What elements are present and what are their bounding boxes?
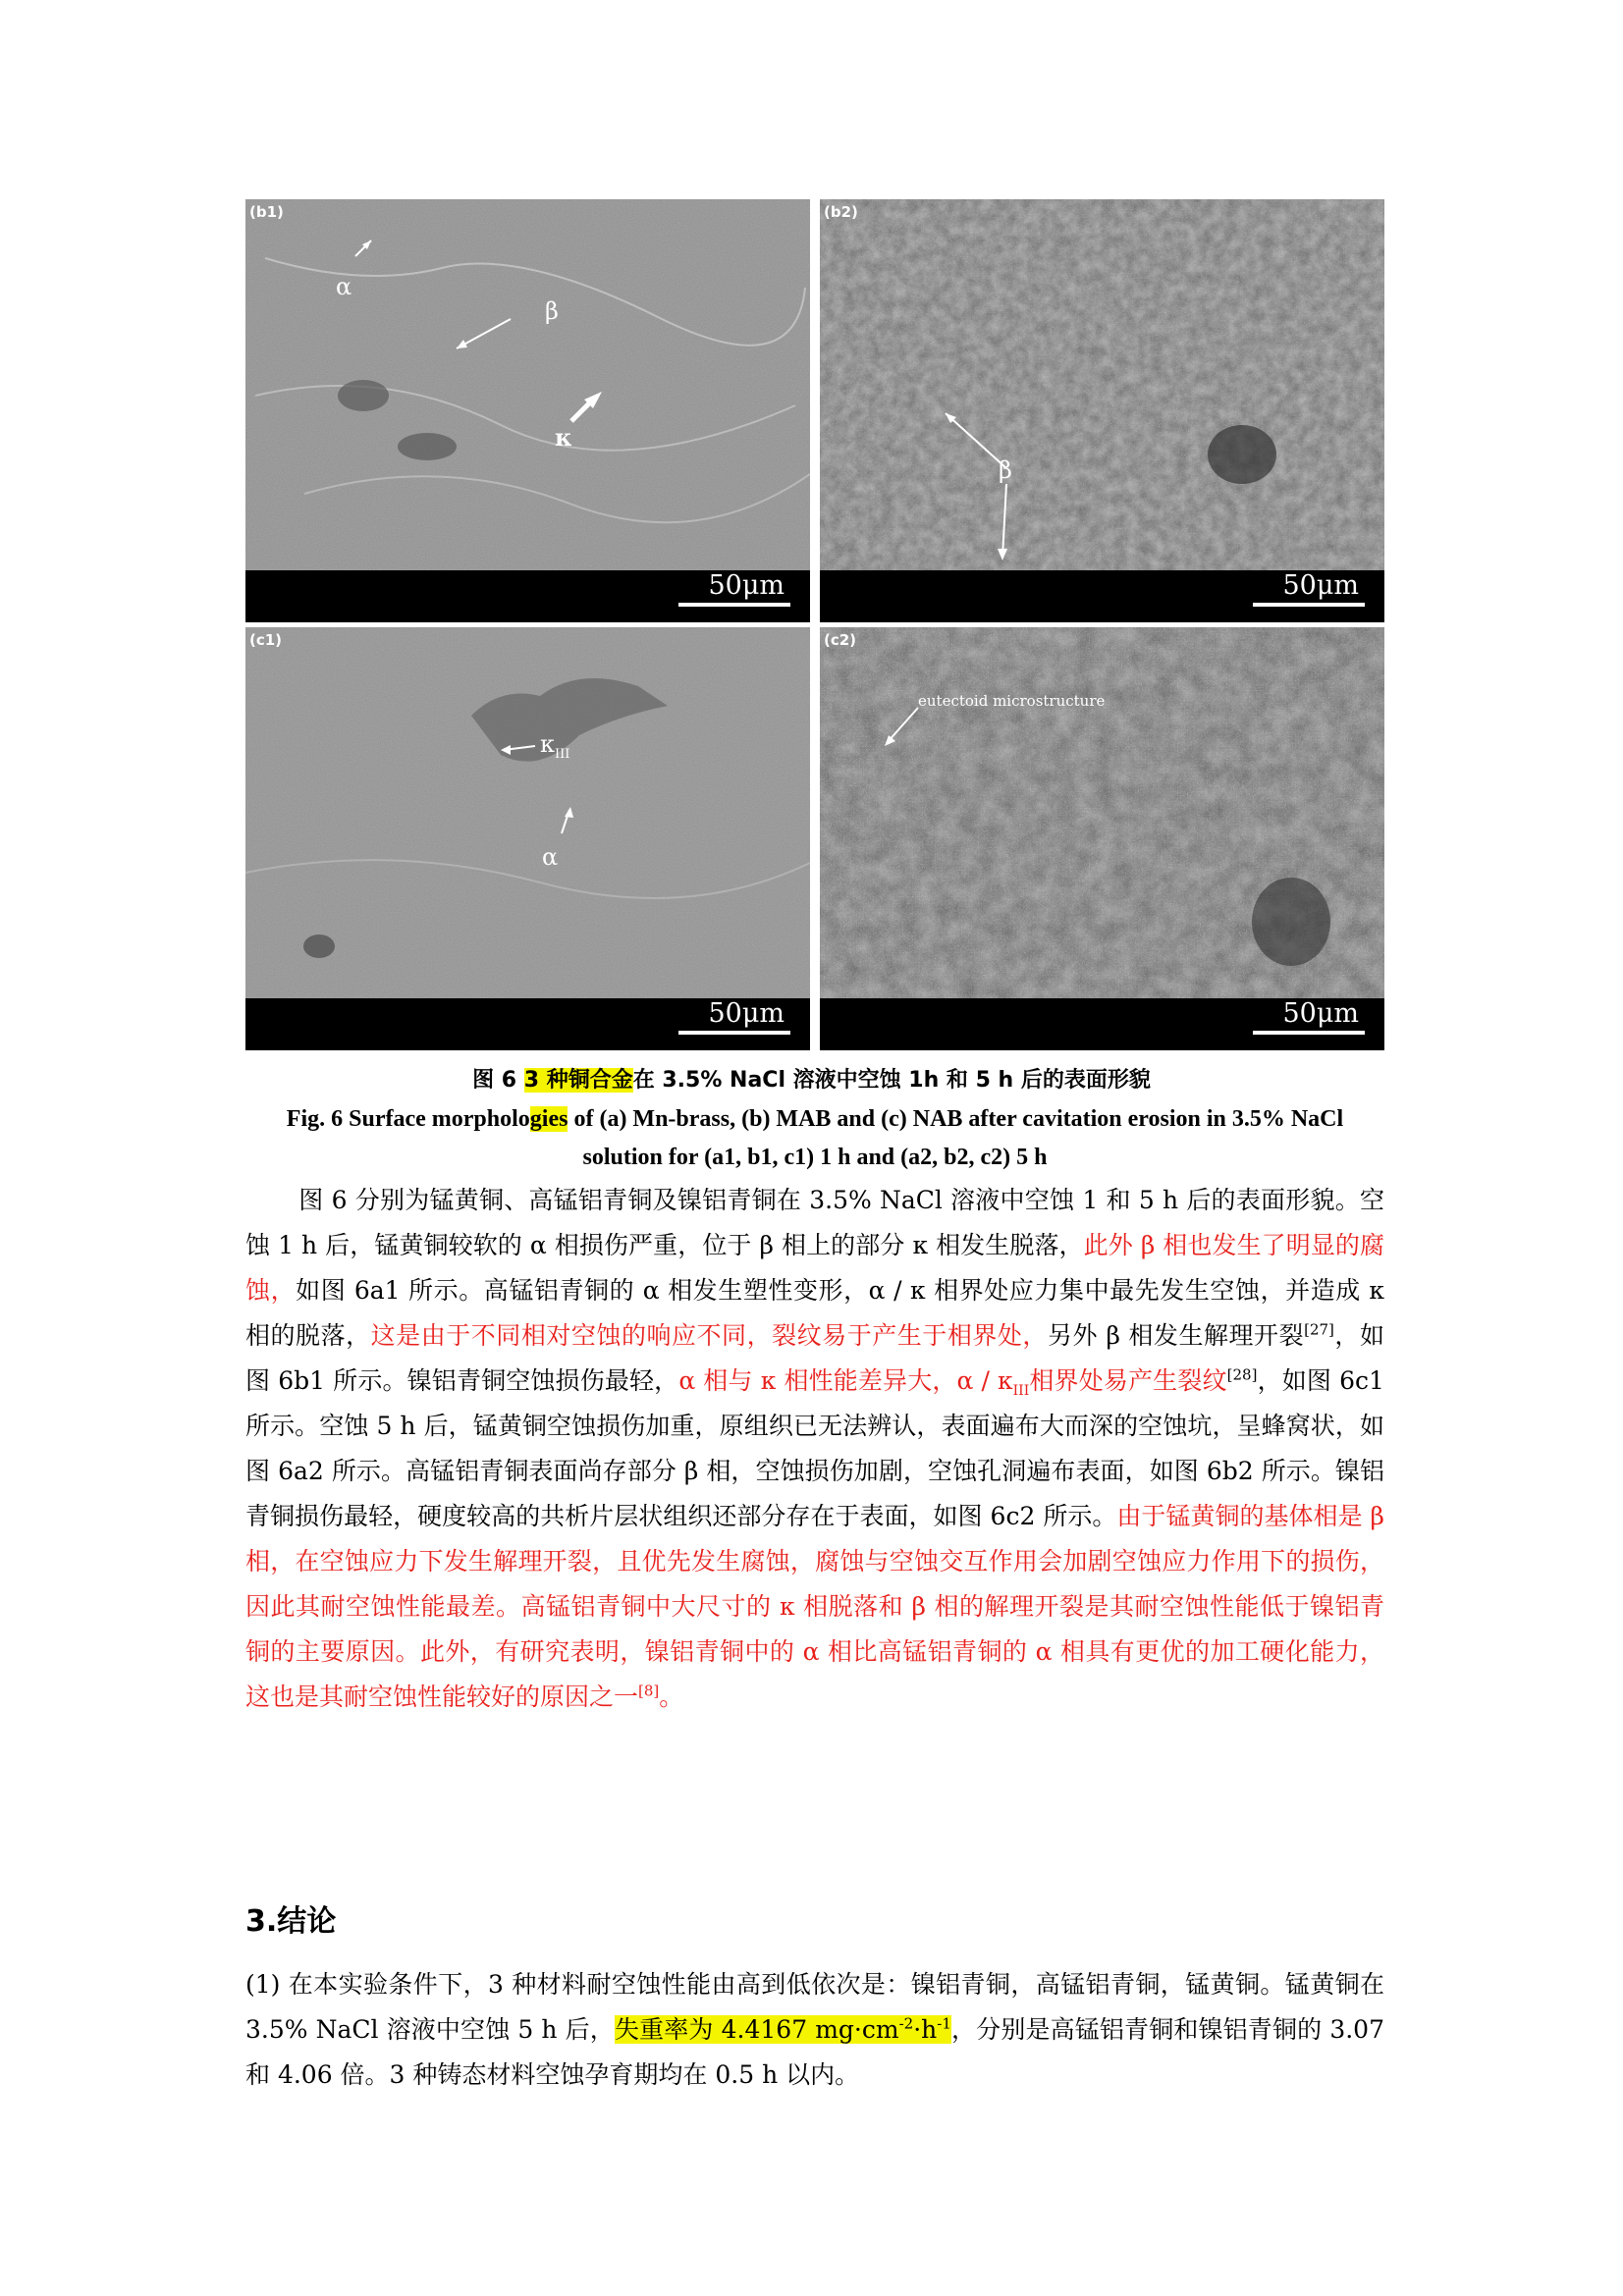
text-span: ，如图 6b1 所示。镍铝青铜空蚀损伤最轻，: [245, 1321, 1384, 1395]
citation-8: [8]: [638, 1682, 660, 1700]
text-span: ，如图 6c1 所示。空蚀 5 h 后，锰黄铜空蚀损伤加重，原组织已无法辨认，表面遍布大而深的空蚀坑，呈蜂窝状，如图 6a2 所示。高锰铝青铜表面尚存部分 β 相，空蚀损伤加剧，空蚀孔洞遍布表面，如图 6b2 所示。镍铝青铜损伤最轻，硬度较高的共析片层状组织还部分存在于表面，如图 6c2 所示。: [245, 1366, 1384, 1530]
annotation-alpha: α: [336, 273, 352, 300]
scale-label: 50μm: [1282, 570, 1359, 601]
annotation-kappa: κ: [540, 730, 555, 758]
body-paragraph-2: [245, 1962, 1384, 2098]
caption-cn-highlight: 3 种铜合金: [523, 1068, 633, 1093]
panel-label: (c2): [824, 631, 857, 649]
text-span: ，分别是高锰铝青铜和镍铝青铜的 3.07 和 4.06 倍。3 种铸态材料空蚀孕育期均在 0.5 h 以内。: [245, 2015, 1384, 2089]
scale-label: 50μm: [708, 998, 784, 1029]
annotation-kappa-iii: [540, 730, 569, 762]
scale-line: [678, 1031, 790, 1035]
text-span: 图 6 分别为锰黄铜、高锰铝青铜及镍铝青铜在 3.5% NaCl 溶液中空蚀 1 和 5 h 后的表面形貌。空蚀 1 h 后，锰黄铜较软的 α 相损伤严重，位于 β 相上的部分 κ 相发生脱落，: [245, 1186, 1384, 1259]
red-subscript: III: [1012, 1383, 1030, 1399]
annotation-beta: β: [999, 456, 1012, 484]
caption-en-highlight: gies: [529, 1106, 568, 1132]
panel-c1: [245, 627, 810, 1050]
annotation-eutectoid: eutectoid microstructure: [918, 692, 1106, 710]
sem-image-c1: [245, 627, 810, 998]
citation-27: [27]: [1304, 1320, 1334, 1339]
hl-sup: -2: [898, 2014, 914, 2033]
red-text: 由于锰黄铜的基体相是 β 相，在空蚀应力下发生解理开裂，且优先发生腐蚀，腐蚀与空蚀交互作用会加剧空蚀应力作用下的损伤，因此其耐空蚀性能最差。高锰铝青铜中大尺寸的 κ 相脱落和 β 相的解理开裂是其耐空蚀性能低于镍铝青铜的主要原因。此外，有研究表明，镍铝青铜中的 α 相比高锰铝青铜的 α 相具有更优的加工硬化能力，这也是其耐空蚀性能较好的原因之一: [245, 1502, 1385, 1711]
panel-b2: [820, 199, 1384, 622]
red-text: α 相与 κ 相性能差异大，α / κ: [678, 1366, 1013, 1395]
panel-b1: [245, 199, 810, 622]
text-span: (1) 在本实验条件下，3 种材料耐空蚀性能由高到低依次是：镍铝青铜，高锰铝青铜，锰黄铜。锰黄铜在 3.5% NaCl 溶液中空蚀 5 h 后，: [245, 1970, 1384, 2044]
caption-en-suffix: of (a) Mn-brass, (b) MAB and (c) NAB after cavitation erosion in 3.5% NaCl solution for (a1, b1, c1) 1 h and (a2, b2, c2) 5 h: [568, 1106, 1344, 1170]
panel-c2: [820, 627, 1384, 1050]
panel-label: (b2): [824, 203, 858, 221]
hl-text: ·h: [913, 2015, 938, 2044]
scale-line: [1253, 603, 1365, 607]
caption-en-prefix: Fig. 6 Surface morpholo: [286, 1106, 530, 1132]
scale-bar: [820, 570, 1384, 622]
scale-line: [1253, 1031, 1365, 1035]
scale-bar: [245, 998, 810, 1050]
annotation-beta: β: [545, 297, 559, 325]
scale-label: 50μm: [708, 570, 784, 601]
scale-line: [678, 603, 790, 607]
scale-bar: [245, 570, 810, 622]
citation-28: [28]: [1226, 1365, 1258, 1384]
section-heading: 3.结论: [245, 1904, 337, 1939]
sem-image-c2: [820, 627, 1384, 998]
red-text: 。: [659, 1682, 684, 1711]
sem-image-b2: [820, 199, 1384, 570]
scale-label: 50μm: [1282, 998, 1359, 1029]
caption-cn-suffix: 在 3.5% NaCl 溶液中空蚀 1h 和 5 h 后的表面形貌: [632, 1068, 1151, 1093]
body-paragraph-1: [245, 1178, 1384, 1720]
hl-text: 失重率为 4.4167 mg·cm: [614, 2015, 899, 2044]
text-span: 另外 β 相发生解理开裂: [1047, 1321, 1305, 1350]
figure-6: [245, 199, 1384, 1049]
annotation-alpha: α: [542, 843, 559, 871]
red-text: 这是由于不同相对空蚀的响应不同，裂纹易于产生于相界处，: [370, 1321, 1048, 1350]
panel-label: (c1): [249, 631, 283, 649]
annotation-kappa: κ: [555, 423, 572, 452]
text-span: 如图 6a1 所示。高锰铝青铜的 α 相发生塑性变形，α / κ 相界处应力集中最先发生空蚀，并造成 κ 相的脱落，: [245, 1276, 1384, 1350]
annotation-kappa-sub: III: [555, 746, 570, 762]
sem-image-b1: [245, 199, 810, 570]
caption-cn-prefix: 图 6: [472, 1068, 524, 1093]
panel-label: (b1): [249, 203, 284, 221]
figure-caption-cn: [0, 1063, 1623, 1094]
figure-caption-en: [245, 1100, 1384, 1177]
red-text: 此外 β 相也发生了明显的腐蚀，: [245, 1231, 1384, 1305]
scale-bar: [820, 998, 1384, 1050]
red-text: 相界处易产生裂纹: [1029, 1366, 1227, 1395]
hl-sup: -1: [937, 2014, 951, 2033]
highlighted-value: [615, 2015, 951, 2044]
